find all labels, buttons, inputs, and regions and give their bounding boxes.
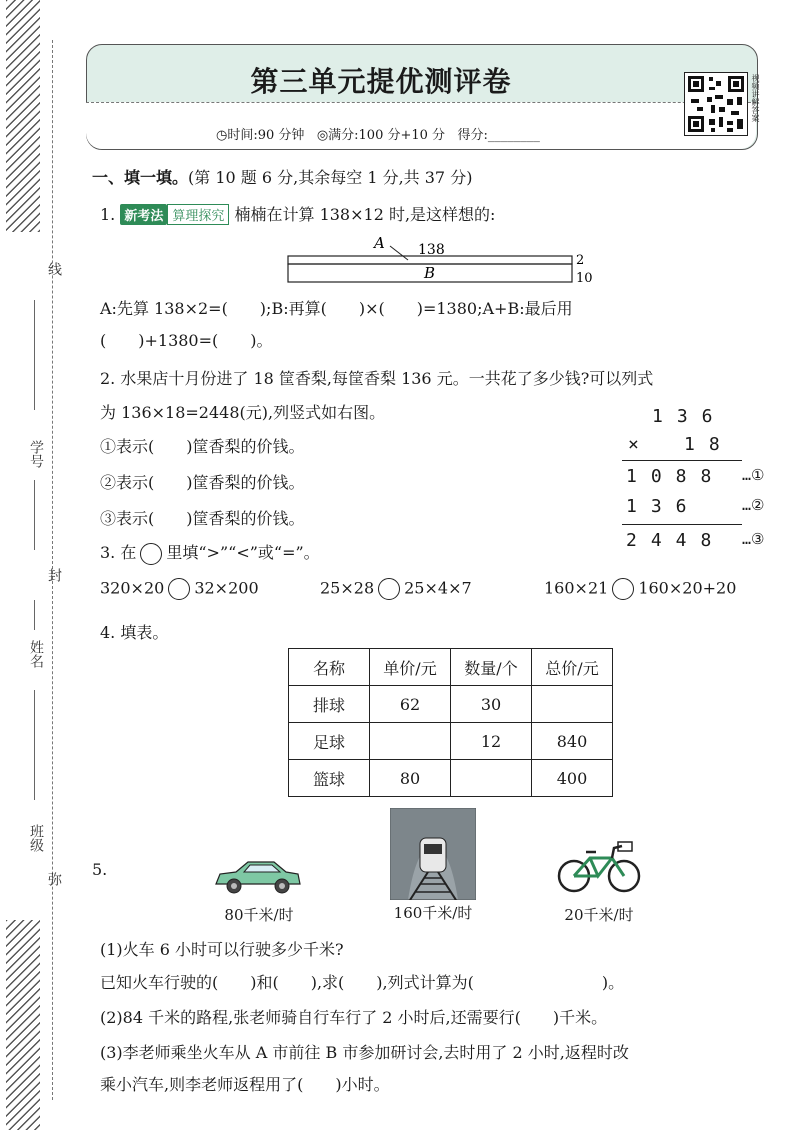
table-header-cell: 单价/元	[370, 649, 451, 686]
table-header-cell: 总价/元	[532, 649, 613, 686]
bicycle-icon	[556, 838, 642, 894]
table-header-row	[289, 649, 613, 686]
table-cell: 62	[370, 686, 451, 723]
table-cell: 12	[451, 723, 532, 760]
compare-circle-icon	[140, 543, 162, 565]
section-note: (第 10 题 6 分,其余每空 1 分,共 37 分)	[188, 168, 473, 187]
q3-item-3	[544, 578, 736, 600]
q4-prompt	[100, 620, 168, 643]
q3-item2-right: 25×4×7	[404, 578, 472, 598]
price-table	[288, 648, 613, 797]
bike-speed: 20千米/时	[564, 906, 634, 924]
name-label: 姓名	[28, 640, 44, 668]
hatch-pattern-top	[6, 0, 40, 232]
answer-circle[interactable]	[168, 578, 190, 600]
calc-row1: 136	[652, 406, 727, 427]
q3-item1-left: 320×20	[100, 578, 165, 598]
check-icon: ◎	[316, 128, 329, 143]
q2-number: 2.	[100, 369, 116, 388]
calc-row2: 18	[684, 434, 734, 455]
calc-mark1: …①	[742, 466, 765, 484]
q3-item-1	[100, 578, 259, 600]
table-cell-blank[interactable]	[532, 686, 613, 723]
calc-mark3: …③	[742, 530, 765, 548]
q2-line2: 为 136×18=2448(元),列竖式如右图。	[100, 403, 386, 422]
table-cell: 80	[370, 760, 451, 797]
page-title: 第三单元提优测评卷	[250, 65, 512, 98]
table-cell: 足球	[289, 723, 370, 760]
q3-item3-left: 160×21	[544, 578, 609, 598]
new-method-badge: 新考法	[120, 204, 167, 225]
binding-margin	[0, 0, 68, 1130]
fig-label-b: B	[424, 264, 436, 282]
exam-meta	[216, 124, 540, 143]
calc-row4: 136	[626, 496, 701, 517]
id-line	[34, 300, 35, 410]
full-score-label: 满分:100 分+10 分	[328, 128, 446, 143]
calc-row5: 2448	[626, 530, 726, 551]
q5-number: 5.	[92, 860, 108, 879]
q1-number: 1.	[100, 205, 116, 224]
class-label: 班级	[28, 824, 44, 852]
section-title: 一、填一填。	[92, 168, 189, 187]
q4-text: 填表。	[120, 623, 169, 642]
id-label: 学号	[28, 440, 44, 468]
seal-char-seal: 封	[46, 568, 62, 582]
q2-option2: ②表示( )筐香梨的价钱。	[100, 473, 305, 492]
table-cell: 840	[532, 723, 613, 760]
train-tunnel-icon	[390, 808, 476, 900]
header	[86, 44, 760, 148]
score-label: 得分:________	[457, 128, 540, 143]
table-row	[289, 686, 613, 723]
seal-char-line: 线	[46, 262, 62, 276]
answer-circle[interactable]	[378, 578, 400, 600]
q3-text-b: 里填“>”“<”或“=”。	[166, 543, 320, 562]
calc-rule-2	[622, 524, 742, 525]
q1-rectangle-figure	[280, 232, 610, 286]
section-heading	[92, 165, 472, 188]
table-cell: 排球	[289, 686, 370, 723]
qr-code-icon	[684, 72, 748, 136]
q3-text-a: 在	[120, 543, 137, 562]
answer-circle[interactable]	[612, 578, 634, 600]
q2-option1: ①表示( )筐香梨的价钱。	[100, 437, 305, 456]
reasoning-badge: 算理探究	[167, 204, 229, 225]
q2-line1	[100, 366, 653, 389]
car-icon	[212, 856, 302, 896]
q2-option3: ③表示( )筐香梨的价钱。	[100, 509, 305, 528]
q1-line2: ( )+1380=( )。	[100, 331, 273, 350]
table-cell: 篮球	[289, 760, 370, 797]
q4-number: 4.	[100, 623, 116, 642]
table-row	[289, 760, 613, 797]
q3-prompt	[100, 540, 320, 565]
q3-item1-right: 32×200	[194, 578, 259, 598]
q3-number: 3.	[100, 543, 116, 562]
name-line-2	[34, 690, 35, 800]
q1-line1: A:先算 138×2=( );B:再算( )×( )=1380;A+B:最后用	[100, 299, 573, 318]
q5-part1-question: (1)火车 6 小时可以行驶多少千米?	[100, 940, 344, 959]
q3-item-2	[320, 578, 472, 600]
fig-label-138: 138	[418, 242, 445, 258]
calc-mark2: …②	[742, 496, 765, 514]
name-line	[34, 600, 35, 630]
train-speed: 160千米/时	[393, 904, 473, 922]
q5-part3-line1: (3)李老师乘坐火车从 A 市前往 B 市参加研讨会,去时用了 2 小时,返程时改	[100, 1043, 629, 1062]
fig-label-2: 2	[576, 253, 585, 268]
q3-item2-left: 25×28	[320, 578, 375, 598]
q3-item3-right: 160×20+20	[638, 578, 737, 598]
seal-char-mi: 弥	[46, 872, 62, 886]
table-header-cell: 名称	[289, 649, 370, 686]
fig-label-a: A	[374, 234, 385, 252]
calc-row3: 1088	[626, 466, 726, 487]
q5-part1-answer: 已知火车行驶的( )和( ),求( ),列式计算为( )。	[100, 973, 625, 992]
table-cell-blank[interactable]	[451, 760, 532, 797]
fig-label-10: 10	[576, 271, 593, 286]
q5-part2: (2)84 千米的路程,张老师骑自行车行了 2 小时后,还需要行( )千米。	[100, 1008, 608, 1027]
calc-rule-1	[622, 460, 742, 461]
table-cell: 400	[532, 760, 613, 797]
calc-times-sign: ×	[628, 434, 639, 455]
question-1	[100, 202, 495, 225]
table-header-cell: 数量/个	[451, 649, 532, 686]
table-cell-blank[interactable]	[370, 723, 451, 760]
q2-text1: 水果店十月份进了 18 筐香梨,每筐香梨 136 元。一共花了多少钱?可以列式	[120, 369, 654, 388]
clock-icon: ◷	[216, 128, 228, 143]
hatch-pattern-bottom	[6, 920, 40, 1130]
q1-text: 楠楠在计算 138×12 时,是这样想的:	[234, 205, 496, 224]
table-row	[289, 723, 613, 760]
id-line-2	[34, 480, 35, 550]
car-speed: 80千米/时	[224, 906, 294, 924]
q5-part3-line2: 乘小汽车,则李老师返程用了( )小时。	[100, 1075, 390, 1094]
time-label: 时间:90 分钟	[227, 128, 305, 143]
table-cell: 30	[451, 686, 532, 723]
qr-caption: 视频讲解答案	[751, 74, 760, 122]
